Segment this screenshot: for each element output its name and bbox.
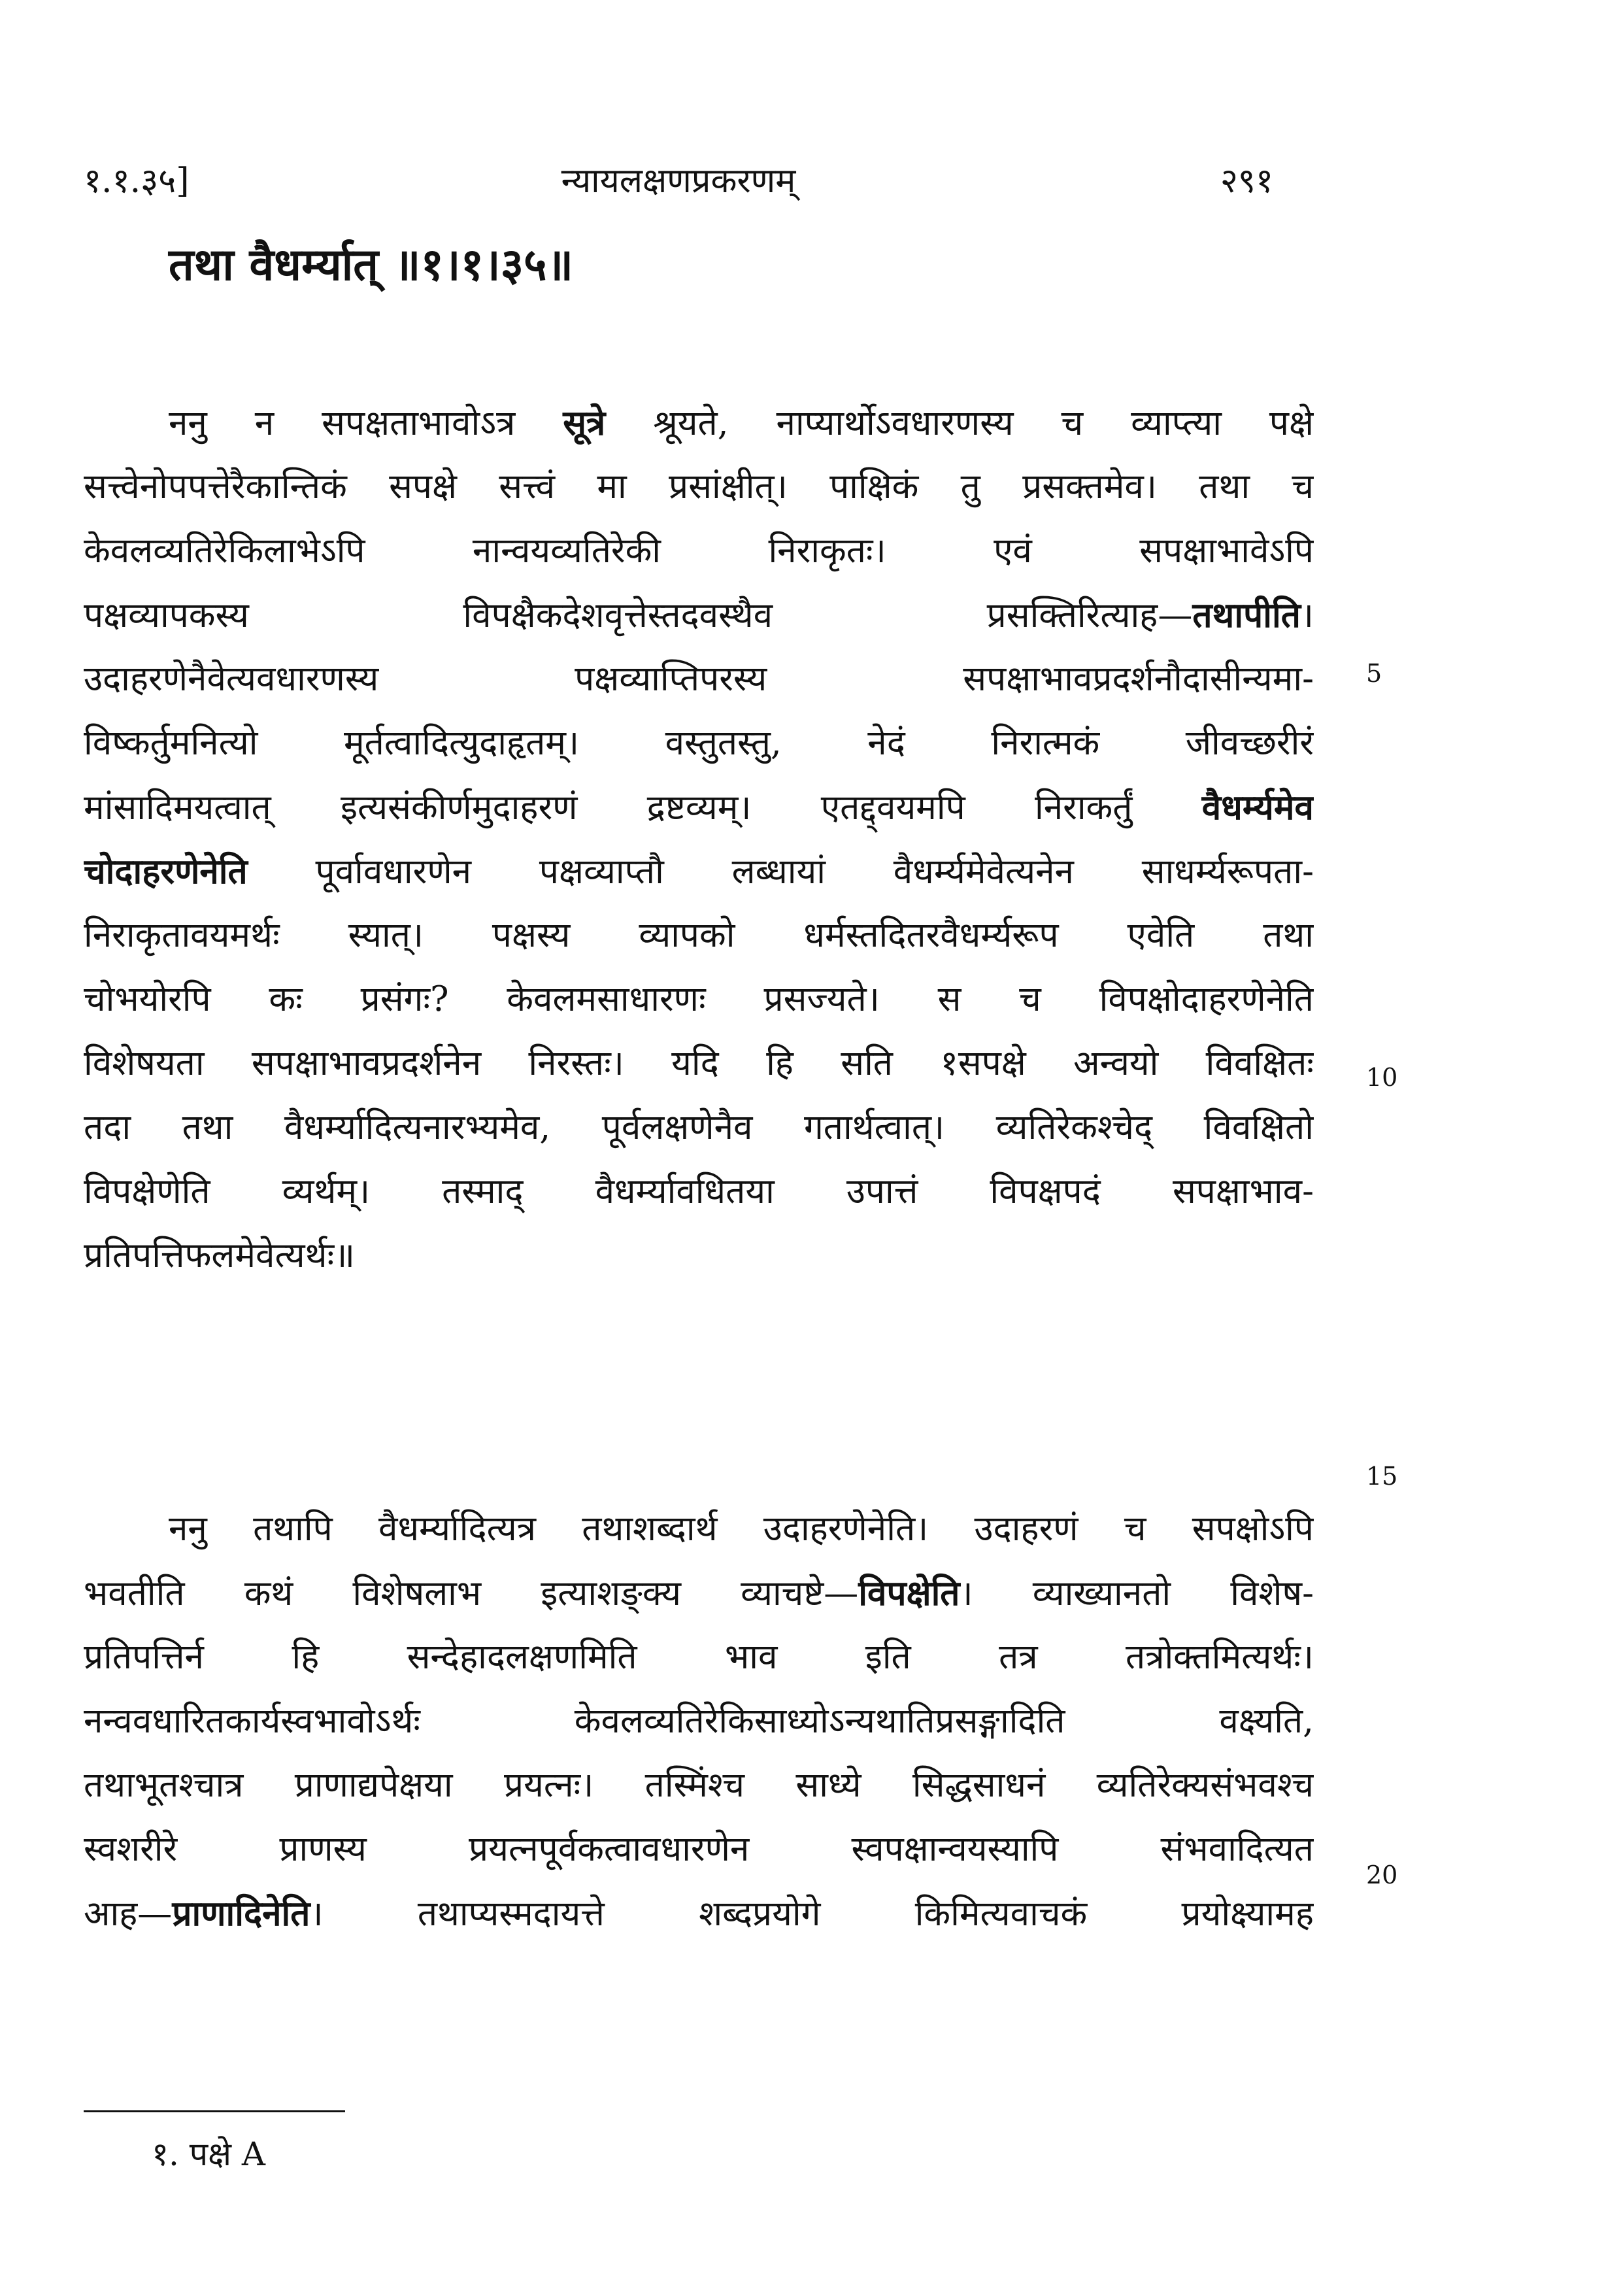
- line-number: 20: [1366, 1861, 1398, 1889]
- text-line: केवलव्यतिरेकिलाभेऽपि नान्वयव्यतिरेकी निराकृतः। एवं सपक्षाभावेऽपि: [84, 531, 1314, 571]
- line-number: 5: [1366, 659, 1382, 688]
- text-line: मांसादिमयत्वात् इत्यसंकीर्णमुदाहरणं द्रष्टव्यम्। एतद्द्वयमपि निराकर्तुं वैधर्म्यमेव: [84, 787, 1314, 828]
- text-line: तथाभूतश्चात्र प्राणाद्यपेक्षया प्रयत्नः। तस्मिंश्च साध्ये सिद्धसाधनं व्यतिरेक्यसंभवश्च: [84, 1765, 1314, 1805]
- commentary-paragraph-1: [84, 391, 1314, 1288]
- text-line: आह—प्राणादिनेति। तथाप्यस्मदायत्ते शब्दप्रयोगे किमित्यवाचकं प्रयोक्ष्यामह: [84, 1893, 1314, 1934]
- line-number: 10: [1366, 1063, 1398, 1092]
- text-line: भवतीति कथं विशेषलाभ इत्याशङ्क्य व्याचष्टे—विपक्षेति। व्याख्यानतो विशेष-: [84, 1573, 1314, 1613]
- footnote-divider: [84, 2110, 345, 2112]
- commentary-paragraph-2: [84, 1497, 1314, 1946]
- text-line: प्रतिपत्तिफलमेवेत्यर्थः॥: [84, 1236, 355, 1275]
- page-number: २९१: [1220, 161, 1273, 201]
- text-line: विपक्षेणेति व्यर्थम्। तस्माद् वैधर्म्यावधितया उपात्तं विपक्षपदं सपक्षाभाव-: [84, 1172, 1314, 1211]
- text-line: सत्त्वेनोपपत्तेरैकान्तिकं सपक्षे सत्त्वं मा प्रसांक्षीत्। पाक्षिकं तु प्रसक्तमेव। तथा च: [84, 467, 1314, 507]
- text-line: ननु तथापि वैधर्म्यादित्यत्र तथाशब्दार्थ उदाहरणेनेति। उदाहरणं च सपक्षोऽपि: [169, 1509, 1314, 1549]
- text-line: विष्कर्तुमनित्यो मूर्तत्वादित्युदाहृतम्। वस्तुतस्तु, नेदं निरात्मकं जीवच्छरीरं: [84, 723, 1314, 763]
- text-line: विशेषयता सपक्षाभावप्रदर्शनेन निरस्तः। यदि हि सति १सपक्षे अन्वयो विवक्षितः: [84, 1043, 1314, 1083]
- text-line: ननु न सपक्षताभावोऽत्र सूत्रे श्रूयते, नाप्यार्थोऽवधारणस्य च व्याप्त्या पक्षे: [169, 403, 1314, 443]
- text-line: पक्षव्यापकस्य विपक्षैकदेशवृत्तेस्तदवस्थैव प्रसक्तिरित्याह—तथापीति।: [84, 595, 1314, 635]
- footnote: १. पक्षे A: [152, 2135, 266, 2173]
- text-line: चोदाहरणेनेति पूर्वावधारणेन पक्षव्याप्तौ लब्धायां वैधर्म्यमेवेत्यनेन साधर्म्यरूपता-: [84, 851, 1314, 892]
- text-line: चोभयोरपि कः प्रसंगः? केवलमसाधारणः प्रसज्यते। स च विपक्षोदाहरणेनेति: [84, 979, 1314, 1019]
- line-number-margin: [1366, 0, 1438, 2296]
- text-line: प्रतिपत्तिर्न हि सन्देहादलक्षणमिति भाव इति तत्र तत्रोक्तमित्यर्थः।: [84, 1637, 1314, 1677]
- text-line: स्वशरीरे प्राणस्य प्रयत्नपूर्वकत्वावधारणेन स्वपक्षान्वयस्यापि संभवादित्यत: [84, 1829, 1314, 1869]
- text-line: तदा तथा वैधर्म्यादित्यनारभ्यमेव, पूर्वलक्षणेनैव गतार्थत्वात्। व्यतिरेकश्चेद् विवक्षितो: [84, 1107, 1314, 1147]
- header-sutra-reference: १.१.३५]: [84, 161, 190, 201]
- text-line: उदाहरणेनैवेत्यवधारणस्य पक्षव्याप्तिपरस्य सपक्षाभावप्रदर्शनौदासीन्यमा-: [84, 659, 1314, 699]
- sutra-heading: तथा वैधर्म्यात् ॥१।१।३५॥: [169, 239, 574, 291]
- text-line: निराकृतावयमर्थः स्यात्। पक्षस्य व्यापको धर्मस्तदितरवैधर्म्यरूप एवेति तथा: [84, 915, 1314, 955]
- text-line: नन्ववधारितकार्यस्वभावोऽर्थः केवलव्यतिरेकिसाध्योऽन्यथातिप्रसङ्गादिति वक्ष्यति,: [84, 1701, 1314, 1741]
- running-header: [84, 152, 1273, 211]
- line-number: 15: [1366, 1462, 1398, 1491]
- header-chapter-title: न्यायलक्षणप्रकरणम्: [561, 161, 796, 201]
